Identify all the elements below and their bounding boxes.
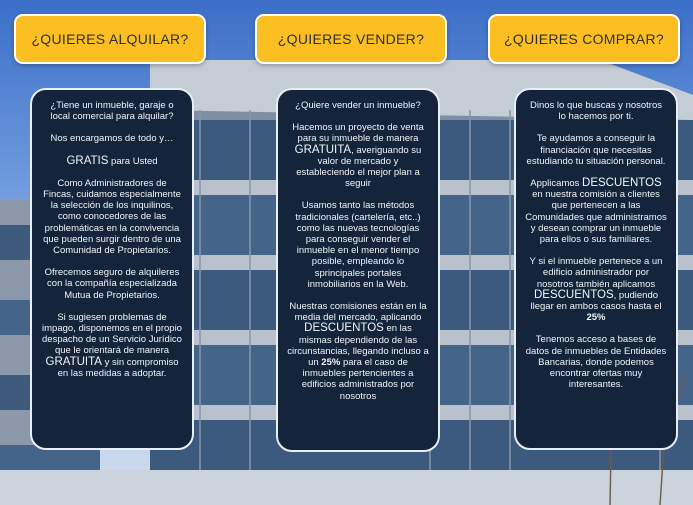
- vender-descuentos: DESCUENTOS: [304, 322, 384, 335]
- comprar-descuentos-b: en nuestra comisión a clientes que pertenecen a las Comunidades que administramos y desean comprar un inmueble para ellos o sus familiares.: [525, 189, 667, 246]
- comprar-edificio-word: DESCUENTOS: [533, 288, 614, 301]
- comprar-edificio: [525, 256, 667, 323]
- alquilar-administradores: Como Administradores de Fincas, cuidamos especialmente la selección de los inquilinos, como conocedores de las problemáticas en la convivencia que pueden surgir dentro de una Comunidad de Propietarios.: [43, 177, 181, 257]
- vender-proyecto-bold: GRATUITA: [294, 143, 352, 156]
- tab-comprar-label: ¿QUIERES COMPRAR?: [504, 31, 664, 47]
- panel-comprar: [514, 88, 678, 450]
- vender-proyecto: [287, 122, 429, 189]
- alquilar-seguro: Ofrecemos seguro de alquileres con la compañía especializada Mutua de Propietarios.: [44, 267, 180, 301]
- alquilar-subintro: Nos encargamos de todo y…: [50, 133, 174, 145]
- comprar-percent: 25%: [586, 312, 606, 324]
- alquilar-impago-a: Si sugiesen problemas de impago, disponemos en el propio despacho de un Servicio Jurídico que le orientará de manera: [42, 311, 182, 357]
- comprar-descuentos-a: Applicamos: [530, 178, 583, 190]
- comprar-edificio-a: Y si el inmueble pertenece a un edificio administrador por nosotros también aplicamos: [529, 256, 663, 290]
- vender-proyecto-b: , averiguando su valor de mercado y estableciendo el mejor plan a seguir: [296, 144, 422, 190]
- vender-comisiones-b: en las mismas dependiendo de las circunstancias, llegando incluso a un: [287, 323, 429, 369]
- vender-percent: 25%: [321, 357, 341, 369]
- comprar-bancos: Tenemos acceso a bases de datos de inmuebles de Entidades Bancarias, donde podemos encontrar ofertas muy interesantes.: [525, 334, 667, 391]
- vender-comisiones-c: para el caso de inmuebles pertencientes a edificios administrados por nosotros: [301, 357, 415, 402]
- tab-comprar[interactable]: [488, 14, 680, 64]
- panel-alquilar: [30, 88, 194, 450]
- vender-comisiones: [287, 301, 429, 402]
- alquilar-free: [41, 156, 183, 167]
- vender-intro: ¿Quiere vender un inmueble?: [295, 100, 421, 111]
- comprar-financiacion: Te ayudamos a conseguir la financiación que necesitas estudiando tu situación personal.: [526, 133, 666, 167]
- vender-metodos: Usamos tanto las métodos tradicionales (cartelería, etc..) como las nuevas tecnologías para conseguir vender el inmueble en el menor tiempo posible, empleando lo sprincipales portales inmobiliarios en la Web.: [295, 200, 421, 290]
- comprar-edificio-b: , pudiendo llegar en ambos casos hasta el: [530, 289, 662, 313]
- tab-vender[interactable]: [255, 14, 447, 64]
- tab-alquilar-label: ¿QUIERES ALQUILAR?: [31, 31, 189, 47]
- panel-vender: [276, 88, 440, 452]
- comprar-descuentos: [525, 178, 667, 245]
- alquilar-impago-bold: GRATUITA: [45, 355, 102, 368]
- alquilar-intro: ¿Tiene un inmueble, garaje o local comercial para alquilar?: [50, 100, 174, 123]
- alquilar-impago-b: y sin compromiso en las medidas a adoptar.: [57, 356, 179, 379]
- alquilar-free-rest: para Usted: [108, 155, 158, 167]
- alquilar-impago: [41, 312, 183, 379]
- alquilar-free-word: GRATIS: [66, 154, 109, 167]
- vender-comisiones-a: Nuestras comisiones están en la media del mercado, aplicando: [289, 301, 427, 324]
- comprar-descuentos-word: DESCUENTOS: [582, 177, 662, 190]
- comprar-intro: Dinos lo que buscas y nosotros lo hacemos por ti.: [529, 100, 663, 123]
- vender-proyecto-a: Hacemos un proyecto de venta para su inmueble de manera: [292, 122, 424, 145]
- tab-vender-label: ¿QUIERES VENDER?: [277, 31, 425, 47]
- tab-alquilar[interactable]: [14, 14, 206, 64]
